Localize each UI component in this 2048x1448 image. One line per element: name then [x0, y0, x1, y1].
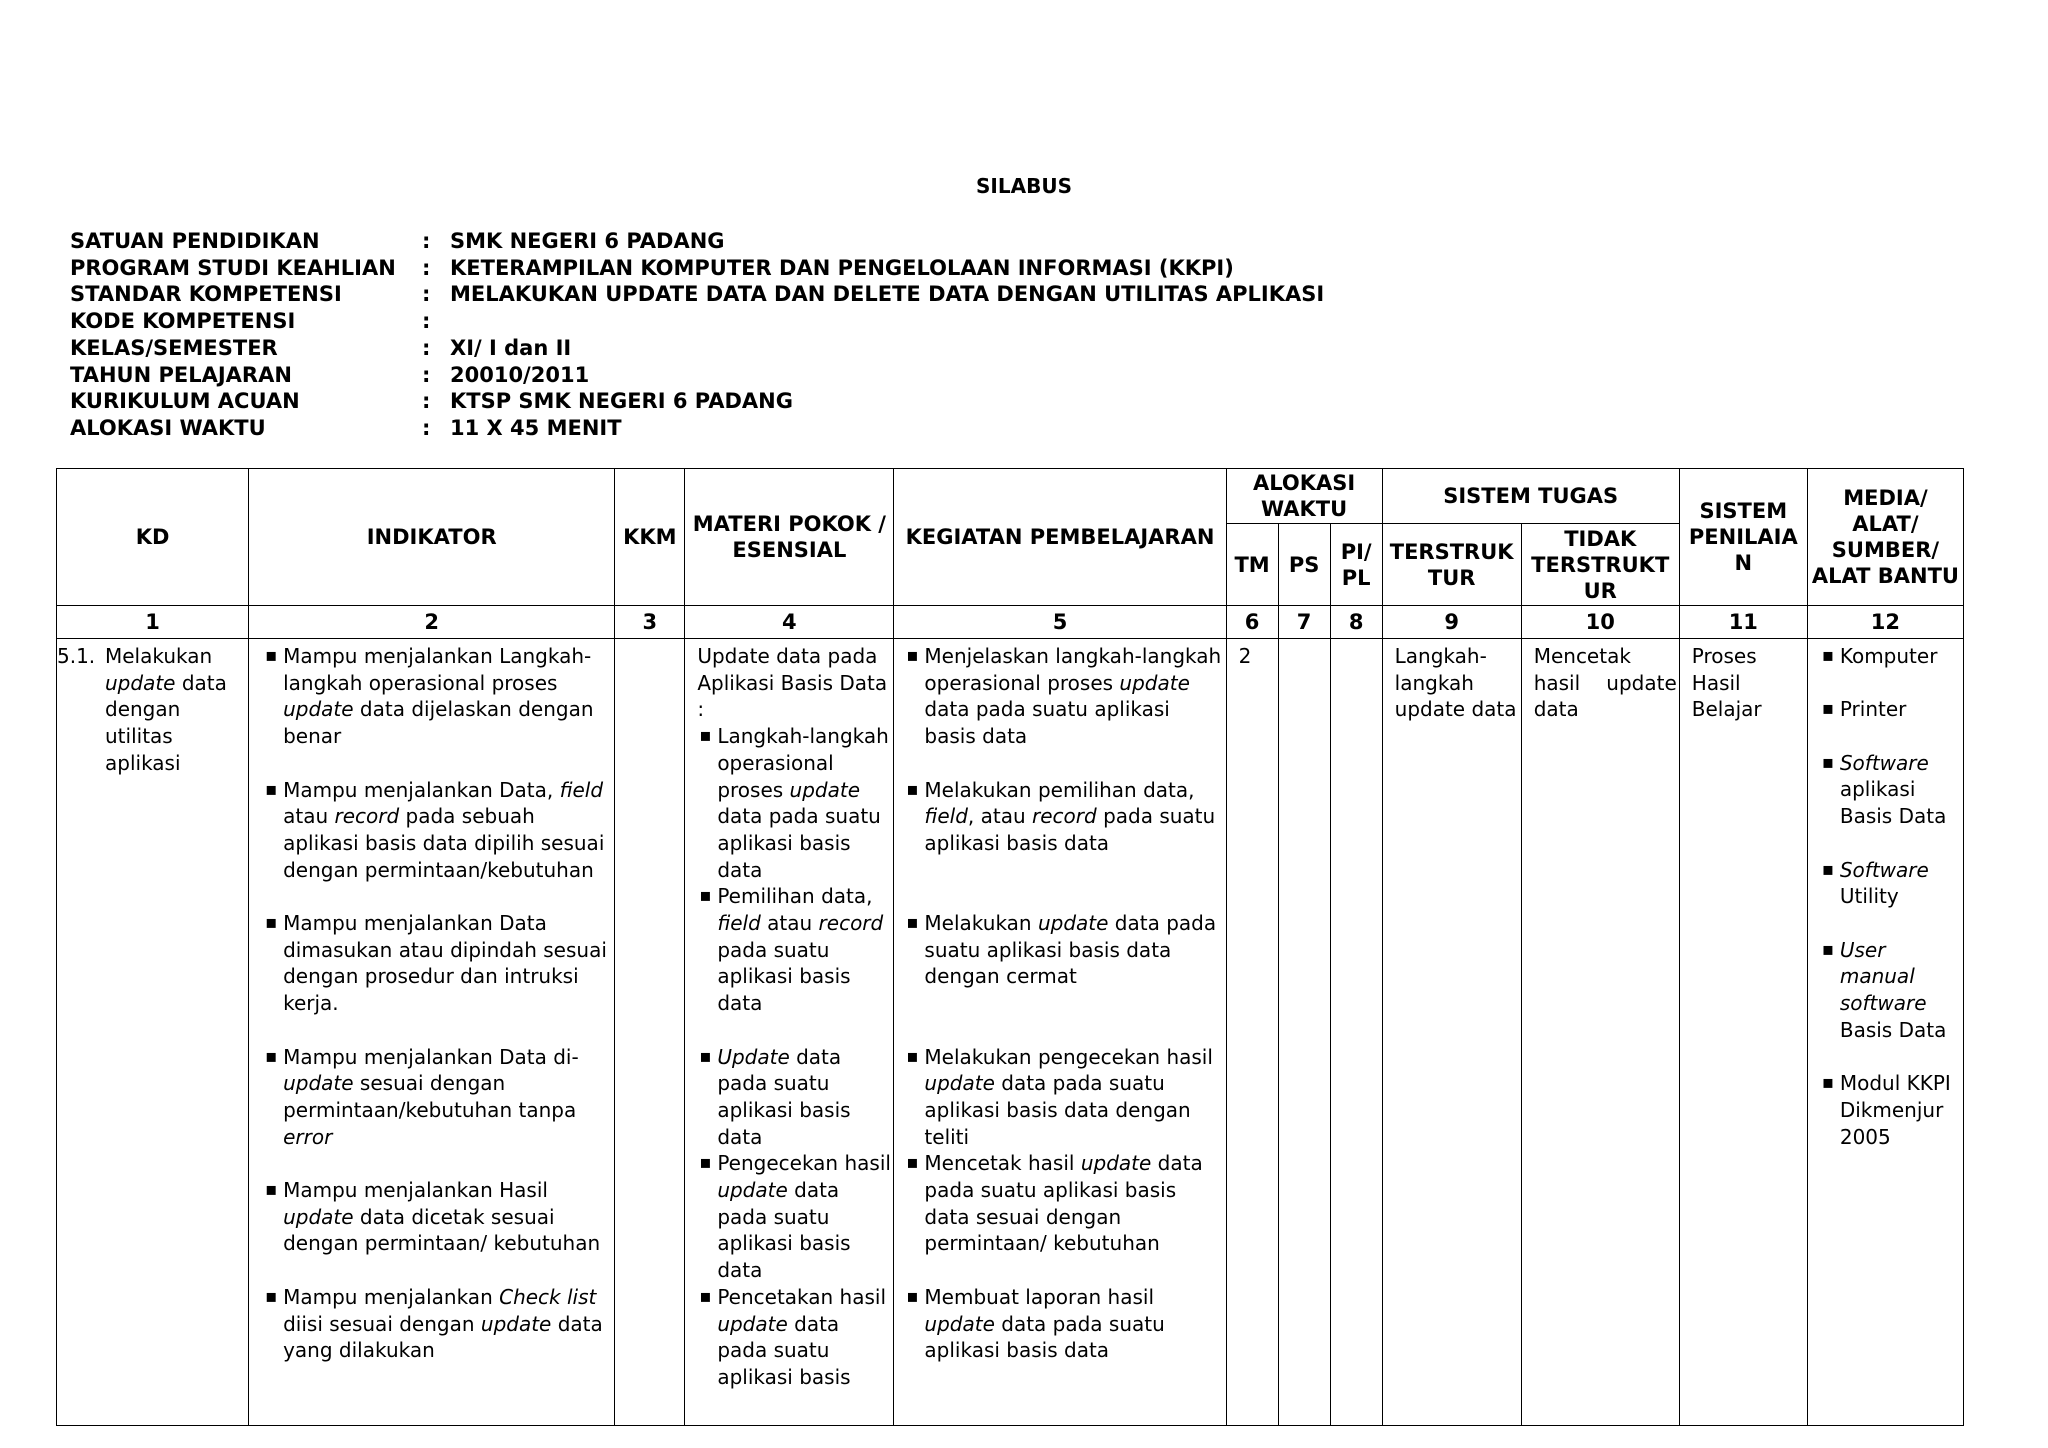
kegiatan-item: [904, 643, 1223, 750]
kd-text-part: Melakukan: [105, 644, 213, 668]
meta-value: 20010/2011: [450, 362, 590, 387]
text-italic: update: [924, 1071, 995, 1096]
text-italic: update: [1119, 670, 1190, 695]
text: Mampu menjalankan Data dimasukan atau dipindah sesuai dengan prosedur dan intruksi kerja.: [283, 911, 607, 1016]
media-item: [1820, 857, 1961, 910]
header-alokasi-waktu: ALOKASI WAKTU: [1226, 469, 1382, 524]
meta-colon: :: [422, 415, 431, 440]
meta-value: KTSP SMK NEGERI 6 PADANG: [450, 389, 793, 414]
meta-colon: :: [422, 229, 431, 253]
media-item: [1820, 643, 1961, 670]
syllabus-table: [56, 468, 1964, 1426]
text: Utility: [1839, 884, 1899, 909]
kd-text: [105, 643, 248, 777]
text: data pada suatu aplikasi basis data: [717, 804, 881, 882]
text-italic: Software: [1839, 857, 1929, 882]
text: data pada suatu aplikasi basis data: [717, 1178, 851, 1283]
text: pada suatu aplikasi basis data: [717, 937, 851, 1016]
header-pipl: PI/ PL: [1330, 524, 1382, 606]
tm-value: 2: [1238, 644, 1252, 668]
kegiatan-item: [904, 1284, 1223, 1364]
header-indikator: INDIKATOR: [249, 469, 615, 606]
header-kd: KD: [57, 469, 249, 606]
text: Mampu menjalankan Data,: [283, 777, 554, 802]
cell-tidak-terstruktur: [1521, 639, 1679, 1426]
text: pada suatu aplikasi basis data: [924, 804, 1216, 855]
column-number: 1: [57, 606, 249, 639]
text-italic: update: [717, 1178, 788, 1203]
materi-item: [697, 1044, 891, 1151]
column-number: 12: [1807, 606, 1963, 639]
text: Mampu menjalankan Langkah-langkah operasional proses: [283, 644, 592, 695]
text-italic: update: [283, 1204, 354, 1229]
materi-item: [697, 723, 891, 883]
meta-colon: :: [422, 282, 431, 307]
meta-row: [70, 228, 1324, 255]
meta-value: KETERAMPILAN KOMPUTER DAN PENGELOLAAN INFORMASI (KKPI): [450, 255, 1234, 280]
meta-row: [70, 415, 1324, 442]
text-italic: error: [283, 1124, 333, 1149]
text: data dijelaskan dengan benar: [283, 697, 594, 749]
column-number: 2: [249, 606, 615, 639]
kegiatan-item: [904, 1044, 1223, 1151]
meta-colon: :: [422, 309, 431, 334]
meta-colon: :: [422, 389, 431, 414]
text: data pada suatu aplikasi basis data sesuai dengan permintaan/ kebutuhan: [924, 1151, 1203, 1256]
meta-label: PROGRAM STUDI KEAHLIAN: [70, 255, 396, 280]
cell-indikator: [249, 639, 615, 1426]
meta-value: 11 X 45 MENIT: [450, 415, 622, 440]
header-materi: MATERI POKOK / ESENSIAL: [685, 469, 894, 606]
text: Basis Data: [1839, 1017, 1947, 1042]
penilaian-text: Proses Hasil Belajar: [1691, 644, 1762, 722]
text: data dicetak sesuai dengan permintaan/ kebutuhan: [283, 1204, 601, 1256]
text: Pengecekan hasil: [717, 1151, 891, 1176]
column-number: 10: [1521, 606, 1679, 639]
meta-label: KELAS/SEMESTER: [70, 335, 278, 360]
text: Komputer: [1839, 644, 1938, 668]
text: aplikasi Basis Data: [1839, 777, 1947, 829]
cell-kkm: [615, 639, 685, 1426]
text-italic: update: [717, 1311, 788, 1336]
cell-ps: [1278, 639, 1330, 1426]
text: data pada suatu aplikasi basis data: [924, 697, 1170, 749]
text: diisi sesuai dengan: [283, 1311, 475, 1336]
text-italic: field: [717, 911, 761, 936]
text-italic: update: [283, 697, 354, 722]
header-tm: TM: [1226, 524, 1278, 606]
media-item: [1820, 1070, 1961, 1150]
cell-penilaian: [1679, 639, 1807, 1426]
text: Melakukan: [924, 911, 1032, 935]
indikator-item: [263, 777, 612, 884]
text-italic: update: [1037, 911, 1109, 935]
kd-number: 5.1.: [57, 644, 96, 668]
column-number: 8: [1330, 606, 1382, 639]
column-number: 11: [1679, 606, 1807, 639]
column-number: 5: [894, 606, 1226, 639]
text: , atau: [967, 804, 1026, 829]
meta-row: [70, 388, 1324, 415]
meta-label: STANDAR KOMPETENSI: [70, 282, 342, 307]
materi-intro: Update data pada Aplikasi Basis Data :: [697, 644, 888, 722]
header-kegiatan: KEGIATAN PEMBELAJARAN: [894, 469, 1226, 606]
text: data pada suatu aplikasi basis data dengan cermat: [924, 911, 1217, 989]
meta-label: KODE KOMPETENSI: [70, 309, 296, 334]
text-italic: Check list: [499, 1284, 597, 1309]
text-italic: record: [818, 911, 884, 936]
meta-colon: :: [422, 255, 431, 280]
text: Mampu menjalankan: [283, 1284, 493, 1309]
materi-item: [697, 1284, 891, 1391]
header-tidak-terstruktur: TIDAK TERSTRUKT UR: [1521, 524, 1679, 606]
text: Printer: [1839, 697, 1907, 722]
meta-row: [70, 308, 1324, 335]
meta-value: XI/ I dan II: [450, 335, 572, 360]
text-italic: User manual software: [1839, 937, 1927, 1016]
terstruktur-text: Langkah-langkah update data: [1394, 644, 1517, 722]
column-number: 9: [1382, 606, 1521, 639]
tidak-terstruktur-text: Mencetak hasil update data: [1533, 644, 1677, 722]
text: Membuat laporan hasil: [924, 1284, 1155, 1309]
cell-terstruktur: [1382, 639, 1521, 1426]
text: pada sebuah aplikasi basis data dipilih sesuai dengan permintaan/kebutuhan: [283, 804, 605, 882]
indikator-item: [263, 910, 612, 1017]
text: data pada suatu aplikasi basis data dengan teliti: [924, 1071, 1191, 1149]
cell-tm: [1226, 639, 1278, 1426]
meta-label: KURIKULUM ACUAN: [70, 389, 300, 414]
meta-row: [70, 281, 1324, 308]
text-italic: field: [924, 804, 968, 829]
meta-label: TAHUN PELAJARAN: [70, 362, 292, 387]
kd-italic: update: [105, 670, 176, 695]
text: Mencetak hasil: [924, 1151, 1075, 1176]
text: data pada suatu aplikasi basis: [717, 1311, 851, 1389]
media-item: [1820, 696, 1961, 723]
text-italic: update: [789, 777, 860, 802]
media-item: [1820, 750, 1961, 830]
text-italic: Software: [1839, 750, 1929, 775]
text: atau: [283, 804, 329, 829]
text-italic: update: [480, 1311, 552, 1336]
text: Melakukan pemilihan data,: [924, 777, 1195, 802]
text: Mampu menjalankan Hasil: [283, 1178, 548, 1202]
meta-value: SMK NEGERI 6 PADANG: [450, 229, 725, 253]
text-italic: field: [559, 777, 604, 802]
text: Mampu menjalankan Data di-: [283, 1044, 579, 1069]
column-number: 7: [1278, 606, 1330, 639]
column-number: 3: [615, 606, 685, 639]
text: Pemilihan data,: [717, 884, 873, 909]
header-sistem-penilaian: SISTEM PENILAIA N: [1679, 469, 1807, 606]
syllabus-meta: [70, 228, 1324, 442]
cell-pipl: [1330, 639, 1382, 1426]
materi-item: [697, 883, 891, 1017]
indikator-item: [263, 1177, 612, 1257]
text: Modul KKPI Dikmenjur 2005: [1839, 1071, 1951, 1149]
meta-label: SATUAN PENDIDIKAN: [70, 229, 320, 253]
meta-row: [70, 335, 1324, 362]
text: data pada suatu aplikasi basis data: [924, 1311, 1165, 1363]
text: Langkah-langkah operasional proses: [717, 724, 889, 802]
text-italic: update: [1080, 1151, 1152, 1176]
meta-value: MELAKUKAN UPDATE DATA DAN DELETE DATA DENGAN UTILITAS APLIKASI: [450, 282, 1325, 307]
header-terstruktur: TERSTRUK TUR: [1382, 524, 1521, 606]
indikator-item: [263, 1284, 612, 1364]
text-italic: record: [334, 804, 400, 829]
text: Pencetakan hasil: [717, 1284, 887, 1309]
materi-item: [697, 1150, 891, 1284]
meta-row: [70, 362, 1324, 389]
cell-materi: [685, 639, 894, 1426]
text-italic: update: [283, 1071, 354, 1096]
header-media: MEDIA/ ALAT/ SUMBER/ ALAT BANTU: [1807, 469, 1963, 606]
text: Menjelaskan langkah-langkah operasional proses: [924, 644, 1222, 695]
column-number: 6: [1226, 606, 1278, 639]
text: Melakukan pengecekan hasil: [924, 1044, 1213, 1069]
media-item: [1820, 937, 1961, 1044]
meta-row: [70, 255, 1324, 282]
kegiatan-item: [904, 910, 1223, 990]
kd-text-part: data dengan utilitas aplikasi: [105, 670, 227, 775]
indikator-item: [263, 1044, 612, 1151]
document-title: SILABUS: [976, 174, 1072, 198]
cell-kd: [57, 639, 249, 1426]
cell-kegiatan: [894, 639, 1226, 1426]
kegiatan-item: [904, 777, 1223, 857]
meta-colon: :: [422, 335, 431, 360]
text-italic: update: [924, 1311, 995, 1336]
text: data pada suatu aplikasi basis data: [717, 1044, 851, 1149]
header-ps: PS: [1278, 524, 1330, 606]
text-italic: record: [1032, 804, 1097, 829]
text: sesuai dengan permintaan/kebutuhan tanpa: [283, 1071, 577, 1122]
indikator-item: [263, 643, 612, 750]
column-number: 4: [685, 606, 894, 639]
meta-label: ALOKASI WAKTU: [70, 415, 266, 440]
text: atau: [767, 911, 813, 936]
header-sistem-tugas: SISTEM TUGAS: [1382, 469, 1679, 524]
kegiatan-item: [904, 1150, 1223, 1257]
text-italic: Update: [717, 1044, 790, 1069]
cell-media: [1807, 639, 1963, 1426]
meta-colon: :: [422, 362, 431, 387]
text: data yang dilakukan: [283, 1311, 603, 1363]
header-kkm: KKM: [615, 469, 685, 606]
